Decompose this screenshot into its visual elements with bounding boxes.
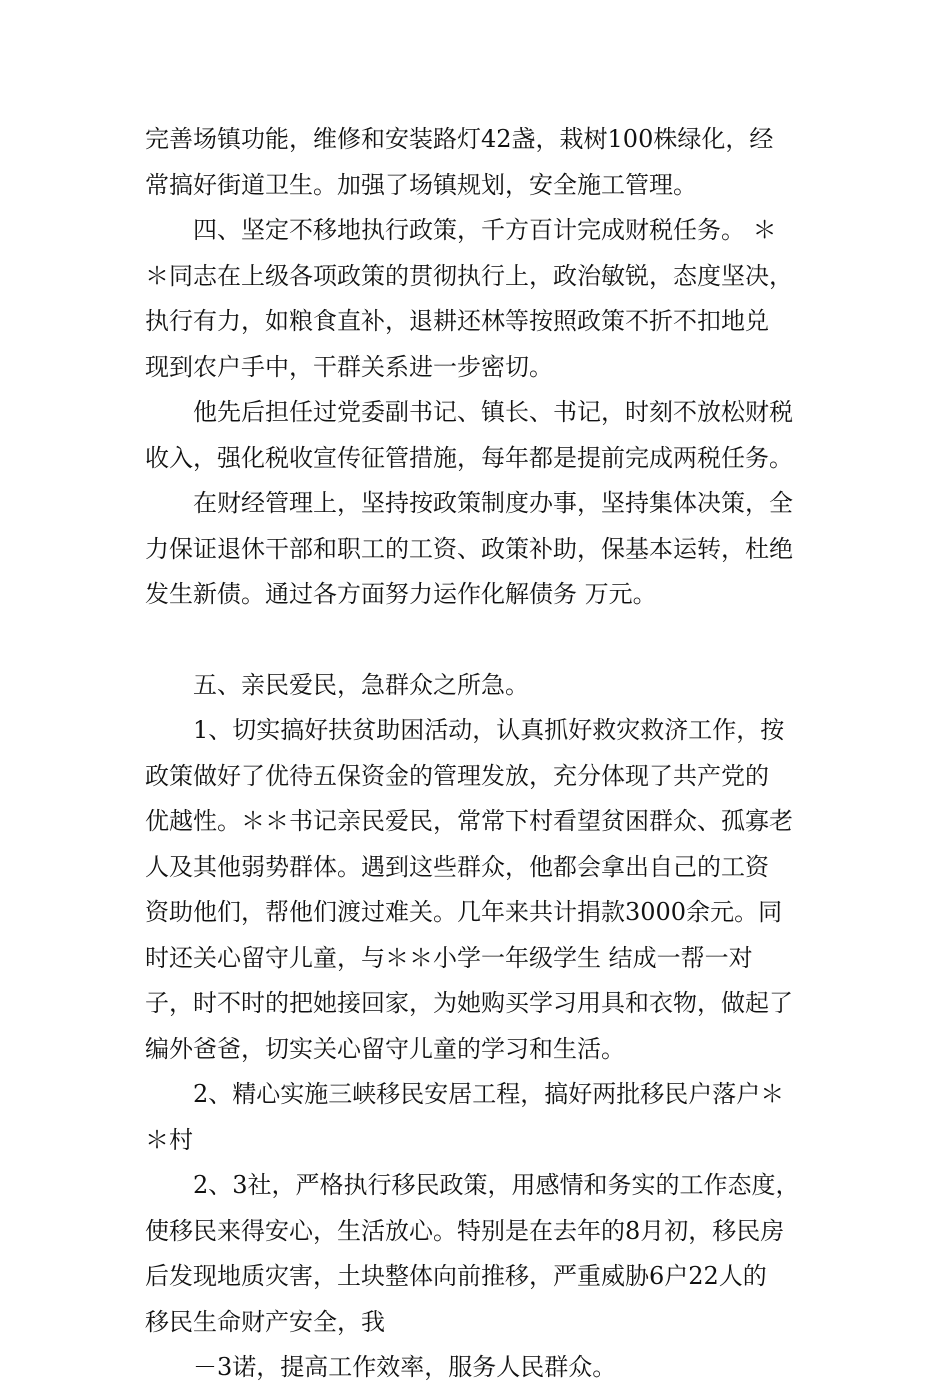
body-line-1: 完善场镇功能，维修和安装路灯42盏，栽树100株绿化，经 bbox=[145, 125, 774, 153]
body-line-19: 子，时不时的把她接回家，为她购买学习用具和衣物，做起了 bbox=[145, 989, 793, 1017]
body-line-4: ＊同志在上级各项政策的贯彻执行上，政治敏锐，态度坚决， bbox=[145, 261, 793, 290]
body-line-22: ＊村 bbox=[145, 1125, 193, 1154]
body-line-7: 他先后担任过党委副书记、镇长、书记，时刻不放松财税 bbox=[193, 398, 793, 426]
body-line-8: 收入，强化税收宣传征管措施，每年都是提前完成两税任务。 bbox=[145, 443, 793, 472]
body-line-17: 资助他们，帮他们渡过难关。几年来共计捐款3000余元。同 bbox=[145, 898, 783, 926]
body-line-5: 执行有力，如粮食直补，退耕还林等按照政策不折不扣地兑 bbox=[145, 307, 769, 335]
body-line-15: 优越性。＊＊书记亲民爱民，常常下村看望贫困群众、孤寡老 bbox=[145, 807, 793, 835]
body-line-11: 发生新债。通过各方面努力运作化解债务 万元。 bbox=[145, 580, 657, 608]
document-body bbox=[145, 117, 810, 1391]
section-heading-5: 五、亲民爱民，急群众之所急。 bbox=[193, 670, 529, 699]
section-heading-4: 四、坚定不移地执行政策，千方百计完成财税任务。 ＊ bbox=[193, 216, 777, 244]
body-line-20: 编外爸爸，切实关心留守儿童的学习和生活。 bbox=[145, 1034, 625, 1063]
body-line-23: 2、3社，严格执行移民政策，用感情和务实的工作态度， bbox=[193, 1171, 800, 1199]
body-line-27: －3诺，提高工作效率，服务人民群众。 bbox=[193, 1353, 617, 1381]
body-line-16: 人及其他弱势群体。遇到这些群众，他都会拿出自己的工资 bbox=[145, 852, 769, 881]
body-line-13: 1、切实搞好扶贫助困活动，认真抓好救灾救济工作，按 bbox=[193, 716, 785, 744]
body-line-14: 政策做好了优待五保资金的管理发放，充分体现了共产党的 bbox=[145, 761, 769, 790]
body-line-21: 2、精心实施三峡移民安居工程，搞好两批移民户落户＊ bbox=[193, 1080, 785, 1108]
paragraph-gap bbox=[145, 618, 810, 663]
body-line-10: 力保证退休干部和职工的工资、政策补助，保基本运转，杜绝 bbox=[145, 534, 793, 563]
body-line-6: 现到农户手中，干群关系进一步密切。 bbox=[145, 352, 553, 381]
body-line-9: 在财经管理上，坚持按政策制度办事，坚持集体决策，全 bbox=[193, 489, 793, 517]
body-line-26: 移民生命财产安全，我 bbox=[145, 1307, 385, 1336]
body-line-18: 时还关心留守儿童，与＊＊小学一年级学生 结成一帮一对 bbox=[145, 943, 753, 972]
body-line-25: 后发现地质灾害，土块整体向前推移，严重威胁6户22人的 bbox=[145, 1262, 767, 1290]
body-line-2: 常搞好街道卫生。加强了场镇规划，安全施工管理。 bbox=[145, 170, 697, 199]
body-line-24: 使移民来得安心，生活放心。特别是在去年的8月初，移民房 bbox=[145, 1216, 785, 1245]
